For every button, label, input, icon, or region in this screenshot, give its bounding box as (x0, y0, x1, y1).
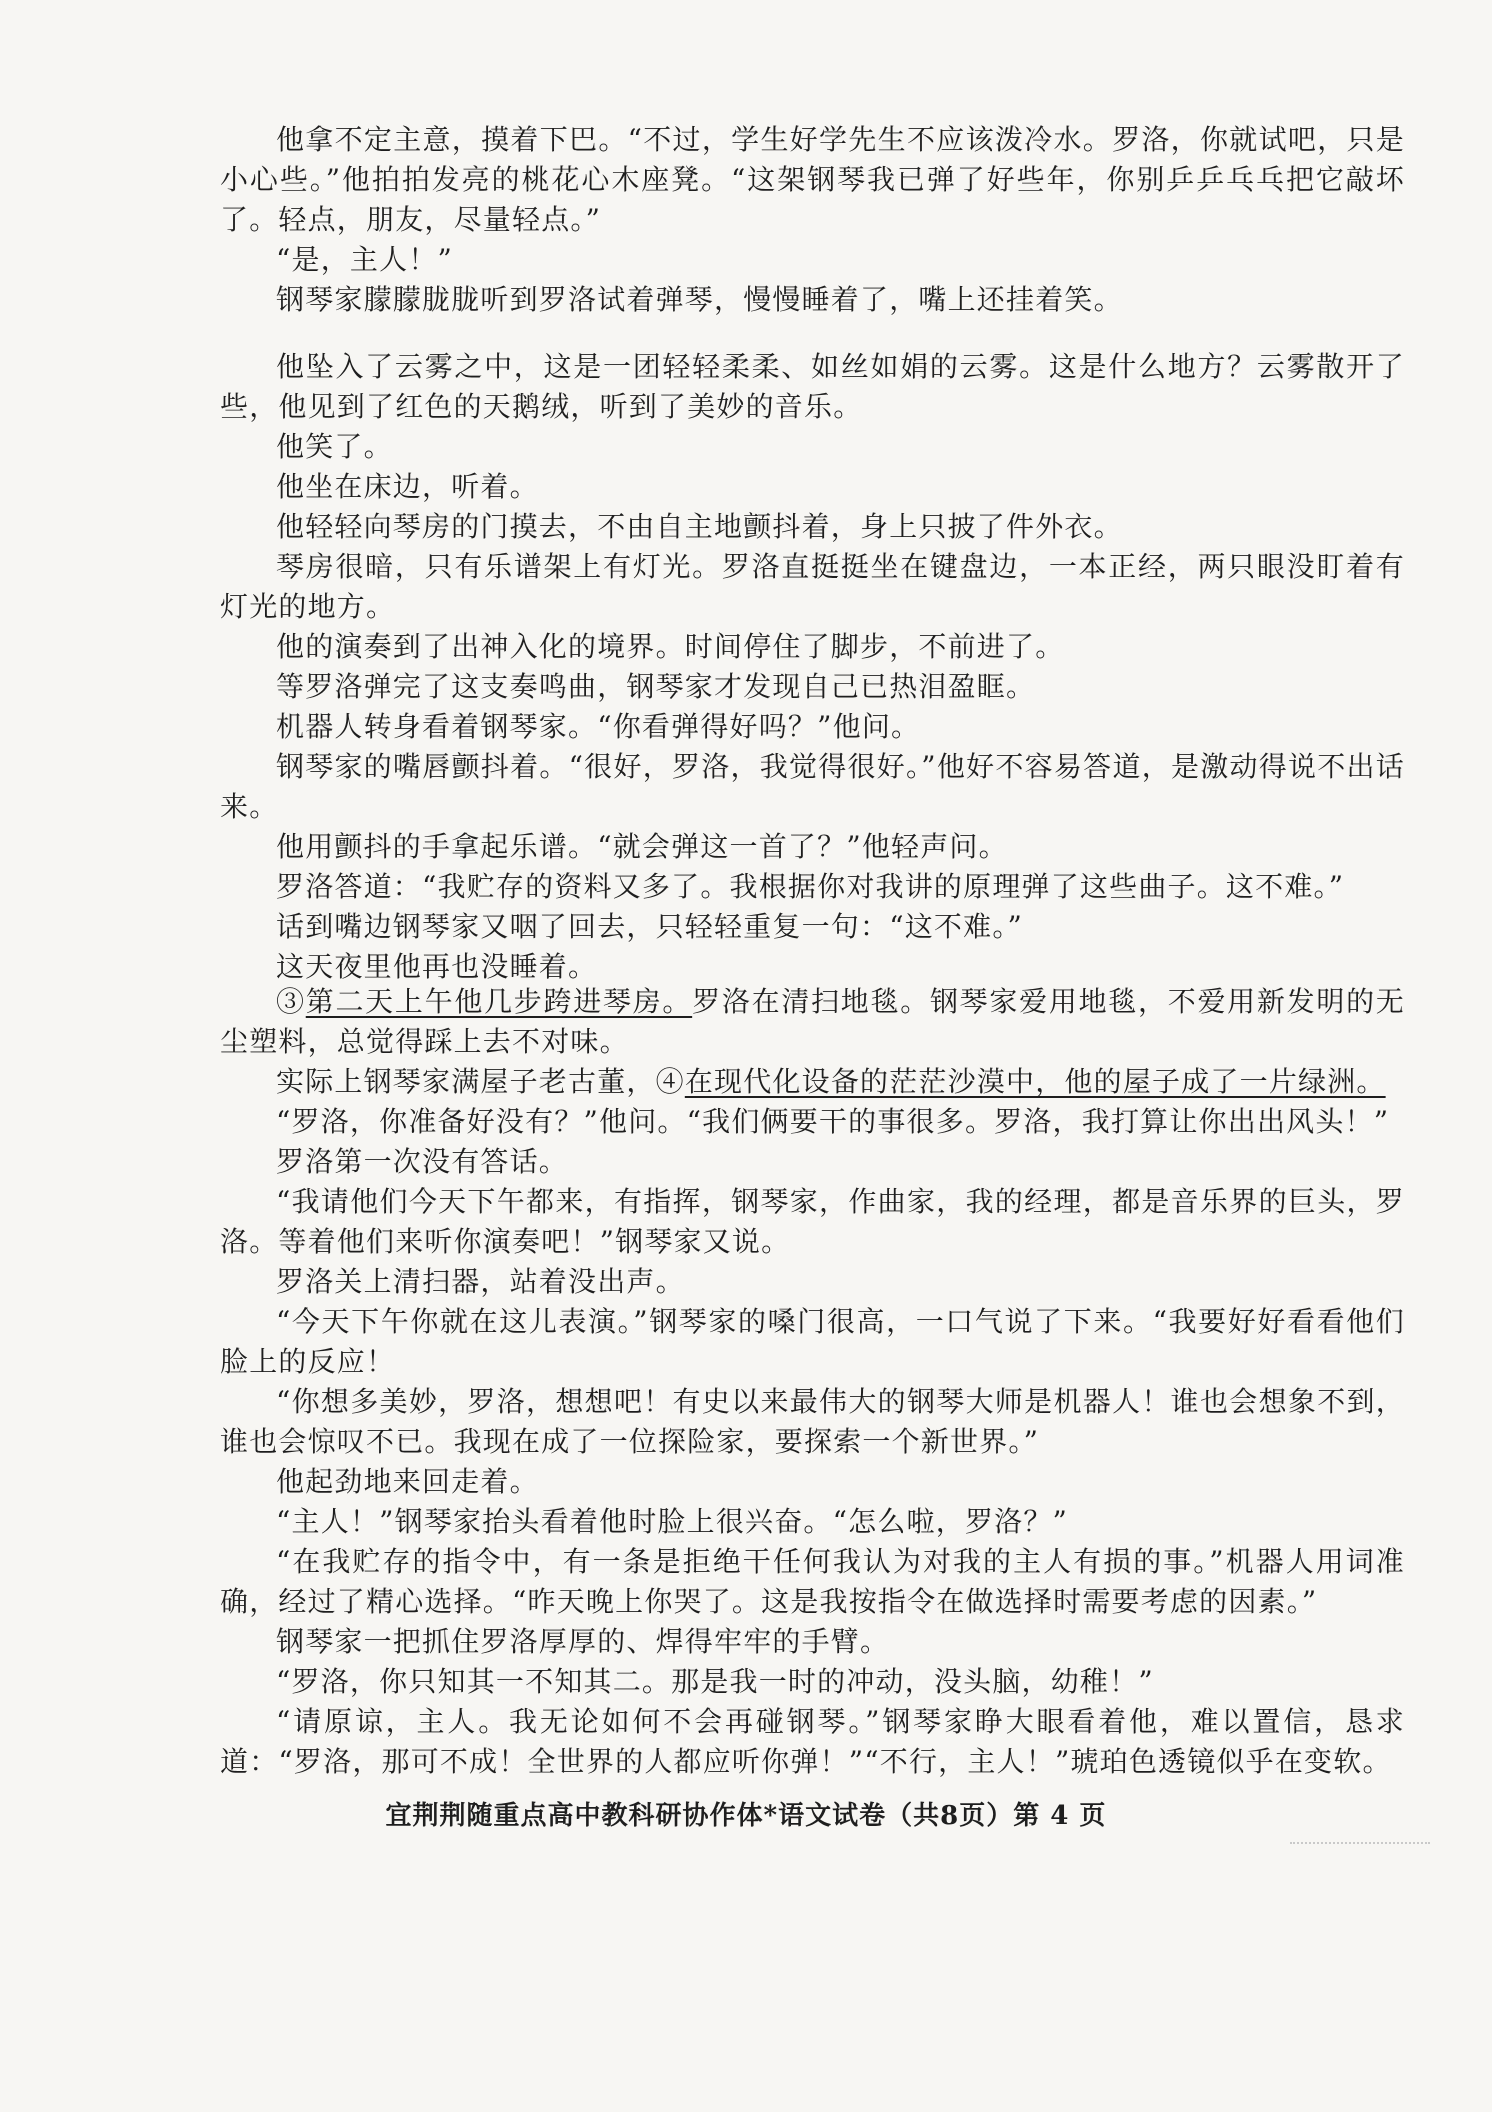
paragraph: 他的演奏到了出神入化的境界。时间停住了脚步，不前进了。 (276, 630, 1065, 663)
paragraph: 他拿不定主意，摸着下巴。“不过，学生好学先生不应该泼冷水。罗洛，你就试吧，只是小心些。”他拍拍发亮的桃花心木座凳。“这架钢琴我已弹了好些年，你别乒乒乓乓把它敲坏了。轻点，朋友，尽量轻点。” (220, 123, 1405, 236)
paragraph: “你想多美妙，罗洛，想想吧！有史以来最伟大的钢琴大师是机器人！谁也会想象不到，谁也会惊叹不已。我现在成了一位探险家，要探索一个新世界。” (220, 1385, 1405, 1458)
paragraph: 他起劲地来回走着。 (276, 1465, 539, 1498)
paragraph-text: 实际上钢琴家满屋子老古董， (276, 1065, 656, 1098)
paragraph: 钢琴家一把抓住罗洛厚厚的、焊得牢牢的手臂。 (276, 1625, 890, 1658)
paragraph: 罗洛关上清扫器，站着没出声。 (276, 1265, 685, 1298)
paragraph: 他坐在床边，听着。 (276, 470, 539, 503)
paragraph: 他笑了。 (276, 430, 393, 463)
section-2 (220, 347, 1405, 987)
paragraph: “罗洛，你只知其一不知其二。那是我一时的冲动，没头脑，幼稚！” (276, 1665, 1154, 1698)
paragraph: 他坠入了云雾之中，这是一团轻轻柔柔、如丝如娟的云雾。这是什么地方？云雾散开了些，他见到了红色的天鹅绒，听到了美妙的音乐。 (220, 350, 1405, 423)
paragraph: 罗洛答道：“我贮存的资料又多了。我根据你对我讲的原理弹了这些曲子。这不难。” (276, 870, 1345, 903)
paragraph: 机器人转身看着钢琴家。“你看弹得好吗？”他问。 (276, 710, 921, 743)
paragraph: “我请他们今天下午都来，有指挥，钢琴家，作曲家，我的经理，都是音乐界的巨头，罗洛。等着他们来听你演奏吧！”钢琴家又说。 (220, 1185, 1405, 1258)
paragraph: “是，主人！” (276, 243, 454, 276)
paragraph: “今天下午你就在这儿表演。”钢琴家的嗓门很高，一口气说了下来。“我要好好看看他们脸上的反应！ (220, 1305, 1405, 1378)
paragraph: 钢琴家朦朦胧胧听到罗洛试着弹琴，慢慢睡着了，嘴上还挂着笑。 (276, 283, 1123, 316)
scan-artifact (1290, 1842, 1430, 1850)
paragraph: 他轻轻向琴房的门摸去，不由自主地颤抖着，身上只披了件外衣。 (276, 510, 1123, 543)
paragraph-marked-4 (220, 1062, 1405, 1102)
paragraph: “主人！”钢琴家抬头看着他时脸上很兴奋。“怎么啦，罗洛？” (276, 1505, 1069, 1538)
paragraph: 这天夜里他再也没睡着。 (276, 950, 598, 983)
underlined-sentence-3: 第二天上午他几步跨进琴房。 (305, 985, 693, 1018)
underlined-sentence-4: 在现代化设备的茫茫沙漠中，他的屋子成了一片绿洲。 (684, 1065, 1386, 1098)
paragraph-marked-3 (220, 982, 1405, 1062)
paragraph: “请原谅，主人。我无论如何不会再碰钢琴。”钢琴家睁大眼看着他，难以置信，恳求道：“罗洛，那可不成！全世界的人都应听你弹！”“不行，主人！”琥珀色透镜似乎在变软。 (220, 1705, 1405, 1778)
paragraph: 话到嘴边钢琴家又咽了回去，只轻轻重复一句：“这不难。” (276, 910, 1024, 943)
paragraph: “罗洛，你准备好没有？”他问。“我们俩要干的事很多。罗洛，我打算让你出出风头！” (276, 1105, 1390, 1138)
question-marker-4: ④ (655, 1065, 685, 1098)
paragraph: 琴房很暗，只有乐谱架上有灯光。罗洛直挺挺坐在键盘边，一本正经，两只眼没盯着有灯光的地方。 (220, 550, 1405, 623)
question-marker-3: ③ (276, 985, 306, 1018)
paragraph: 他用颤抖的手拿起乐谱。“就会弹这一首了？”他轻声问。 (276, 830, 1008, 863)
section-3 (220, 982, 1405, 1782)
paragraph: 等罗洛弹完了这支奏鸣曲，钢琴家才发现自己已热泪盈眶。 (276, 670, 1036, 703)
page-footer: 宜荆荆随重点高中教科研协作体*语文试卷（共8页）第 4 页 (385, 1801, 1107, 1831)
section-1 (220, 120, 1405, 320)
paragraph: 钢琴家的嘴唇颤抖着。“很好，罗洛，我觉得很好。”他好不容易答道，是激动得说不出话来。 (220, 750, 1405, 823)
paragraph-text: 罗洛在清扫地毯。钢琴家爱用地毯，不爱用新发明的无尘塑料，总觉得踩上去不对味。 (220, 985, 1406, 1058)
paragraph: 罗洛第一次没有答话。 (276, 1145, 569, 1178)
paragraph: “在我贮存的指令中，有一条是拒绝干任何我认为对我的主人有损的事。”机器人用词准确，经过了精心选择。“昨天晚上你哭了。这是我按指令在做选择时需要考虑的因素。” (220, 1545, 1405, 1618)
